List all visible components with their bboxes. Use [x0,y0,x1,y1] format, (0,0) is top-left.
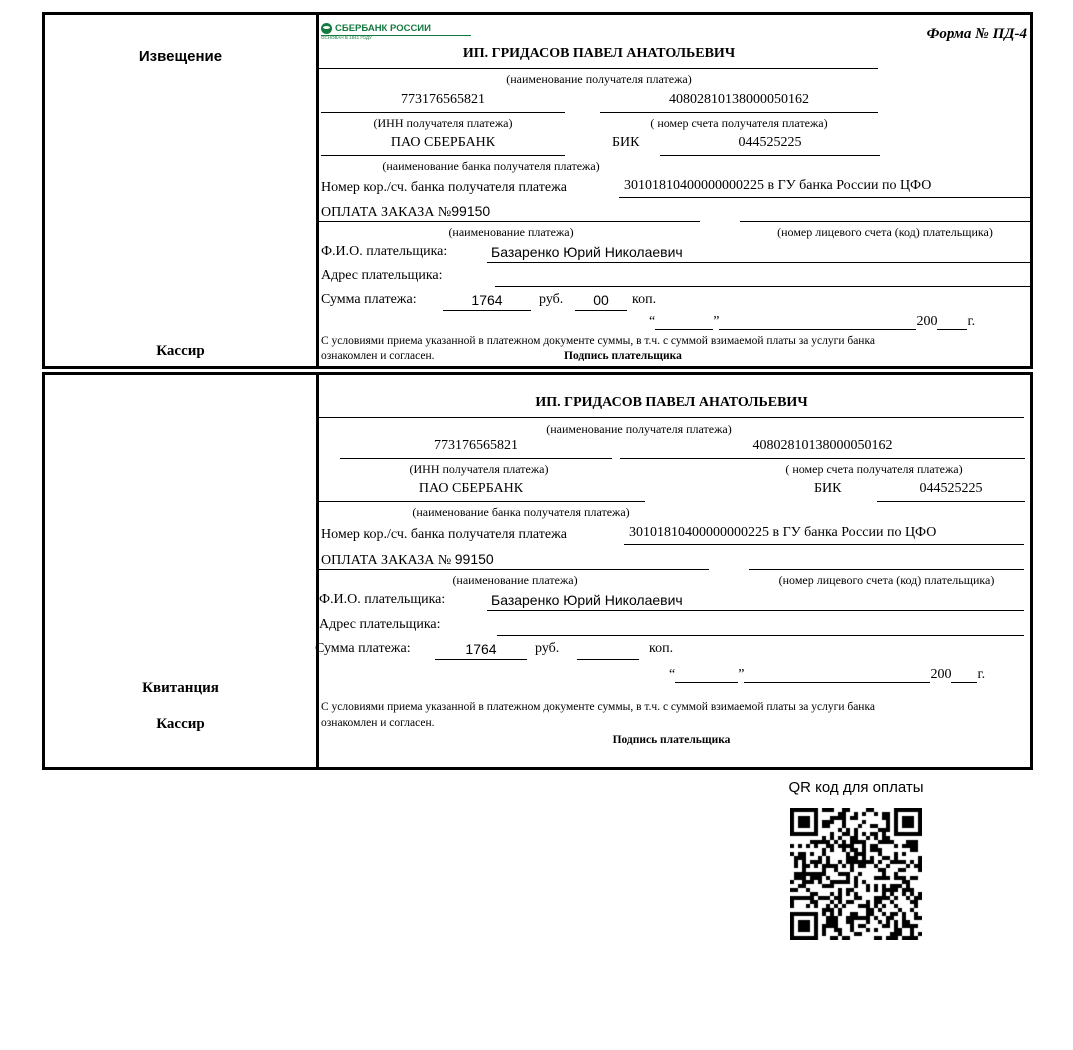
qr-section [740,779,972,940]
year-prefix: 200 [930,667,952,682]
section-title-notice: Извещение [138,48,223,65]
sum-rub-value: 1764 [471,292,503,308]
underline [575,310,627,311]
bank-name: ПАО СБЕРБАНК [418,481,524,496]
sum-label: Сумма платежа: [315,641,411,656]
underline [435,659,527,660]
underline [624,544,1024,545]
underline [497,635,1024,636]
sberbank-icon [321,23,332,34]
recipient-label: (наименование получателя платежа) [506,72,692,86]
fio-value: Базаренко Юрий Николаевич [491,592,683,608]
agreement-line1: С условиями приема указанной в платежном документе суммы, в т.ч. с суммой взимаемой платы за услуги банка [321,701,875,713]
qr-code [790,808,922,940]
notice-stub [45,15,319,366]
bank-label: (наименование банка получателя платежа) [412,505,630,519]
order-number: 99150 [451,203,491,219]
corr-value: 30101810400000000225 в ГУ банка России по ЦФО [624,178,932,193]
underline [321,112,565,113]
kop-label: коп. [649,641,674,656]
fio-label: Ф.И.О. плательщика: [321,244,448,259]
year-suffix: г. [967,314,976,329]
underline [487,262,1030,263]
date-row [669,667,985,683]
account-label: ( номер счета получателя платежа) [785,462,963,476]
recipient-label: (наименование получателя платежа) [546,422,732,436]
sberbank-logo [321,23,471,42]
underline [600,112,878,113]
underline [740,221,1030,222]
sum-label: Сумма платежа: [321,292,417,307]
bik-value: 044525225 [738,135,802,150]
underline [487,610,1024,611]
kop-label: коп. [632,292,657,307]
agreement-line2: ознакомлен и согласен. [321,717,435,729]
payment-name [321,551,494,569]
recipient-name: ИП. ГРИДАСОВ ПАВЕЛ АНАТОЛЬЕВИЧ [535,395,808,410]
underline [619,197,1030,198]
sberbank-logo-text: СБЕРБАНК РОССИИ [335,23,431,34]
payment-label: (наименование платежа) [448,225,574,239]
notice-content [319,15,1030,366]
inn-value: 773176565821 [401,92,485,107]
payment-name [321,203,490,221]
underline [660,155,880,156]
underline [443,310,531,311]
section-title-receipt: Квитанция [142,680,219,696]
underline [577,659,639,660]
sum-kop-value: 00 [593,292,609,308]
underline [749,569,1024,570]
payment-label: (наименование платежа) [452,573,578,587]
date-row [649,314,975,330]
underline [319,68,878,69]
rub-label: руб. [535,641,560,656]
bank-name: ПАО СБЕРБАНК [390,135,496,150]
receipt-block [42,372,1033,770]
underline [495,286,1030,287]
underline [321,155,565,156]
bik-label: БИК [814,481,842,496]
sberbank-tagline: ОСНОВАН В 1841 ГОДУ [321,36,372,41]
address-label: Адрес плательщика: [321,268,443,283]
address-label: Адрес плательщика: [319,617,441,632]
corr-value: 30101810400000000225 в ГУ банка России по ЦФО [629,525,937,540]
payment-prefix: ОПЛАТА ЗАКАЗА № [321,205,452,220]
account-label: ( номер счета получателя платежа) [650,116,828,130]
qr-label: QR код для оплаты [788,779,924,796]
inn-value: 773176565821 [434,438,518,453]
year-prefix: 200 [916,314,938,329]
signature-label: Подпись плательщика [564,350,682,362]
rub-label: руб. [539,292,564,307]
agreement-line2: ознакомлен и согласен. [321,350,435,362]
personal-account-label: (номер лицевого счета (код) плательщика) [778,573,995,587]
personal-account-label: (номер лицевого счета (код) плательщика) [777,225,993,239]
sum-rub-value: 1764 [465,641,497,657]
date-month-line [744,667,930,683]
quote-open: “ [649,314,656,329]
underline [877,501,1025,502]
underline [319,501,645,502]
bank-label: (наименование банка получателя платежа) [382,159,600,173]
underline [319,221,700,222]
date-year-line [937,314,967,330]
quote-open: “ [669,667,676,682]
inn-label: (ИНН получателя платежа) [409,462,549,476]
underline [319,417,1024,418]
cashier-label: Кассир [156,716,205,732]
fio-value: Базаренко Юрий Николаевич [491,244,683,260]
recipient-name: ИП. ГРИДАСОВ ПАВЕЛ АНАТОЛЬЕВИЧ [462,46,736,61]
bik-value: 044525225 [919,481,983,496]
underline [620,458,1025,459]
corr-label: Номер кор./сч. банка получателя платежа [321,527,567,542]
agreement-line1: С условиями приема указанной в платежном документе суммы, в т.ч. с суммой взимаемой платы за услуги банка [321,335,875,347]
receipt-content [315,375,1030,767]
inn-label: (ИНН получателя платежа) [373,116,513,130]
date-day-line [655,314,713,330]
form-number: Форма № ПД-4 [926,26,1027,42]
cashier-label: Кассир [156,343,205,359]
corr-label: Номер кор./сч. банка получателя платежа [321,180,567,195]
order-number: 99150 [454,551,494,567]
account-value: 40802810138000050162 [752,438,893,453]
bik-label: БИК [612,135,640,150]
notice-block [42,12,1033,369]
fio-label: Ф.И.О. плательщика: [319,592,446,607]
quote-close: ” [713,314,720,329]
year-suffix: г. [977,667,986,682]
underline [319,569,709,570]
account-value: 40802810138000050162 [669,92,809,107]
signature-label: Подпись плательщика [612,734,731,746]
quote-close: ” [738,667,745,682]
payment-prefix: ОПЛАТА ЗАКАЗА № [321,553,452,568]
underline [340,458,612,459]
date-day-line [675,667,738,683]
receipt-stub [45,375,319,767]
date-year-line [951,667,977,683]
date-month-line [719,314,916,330]
